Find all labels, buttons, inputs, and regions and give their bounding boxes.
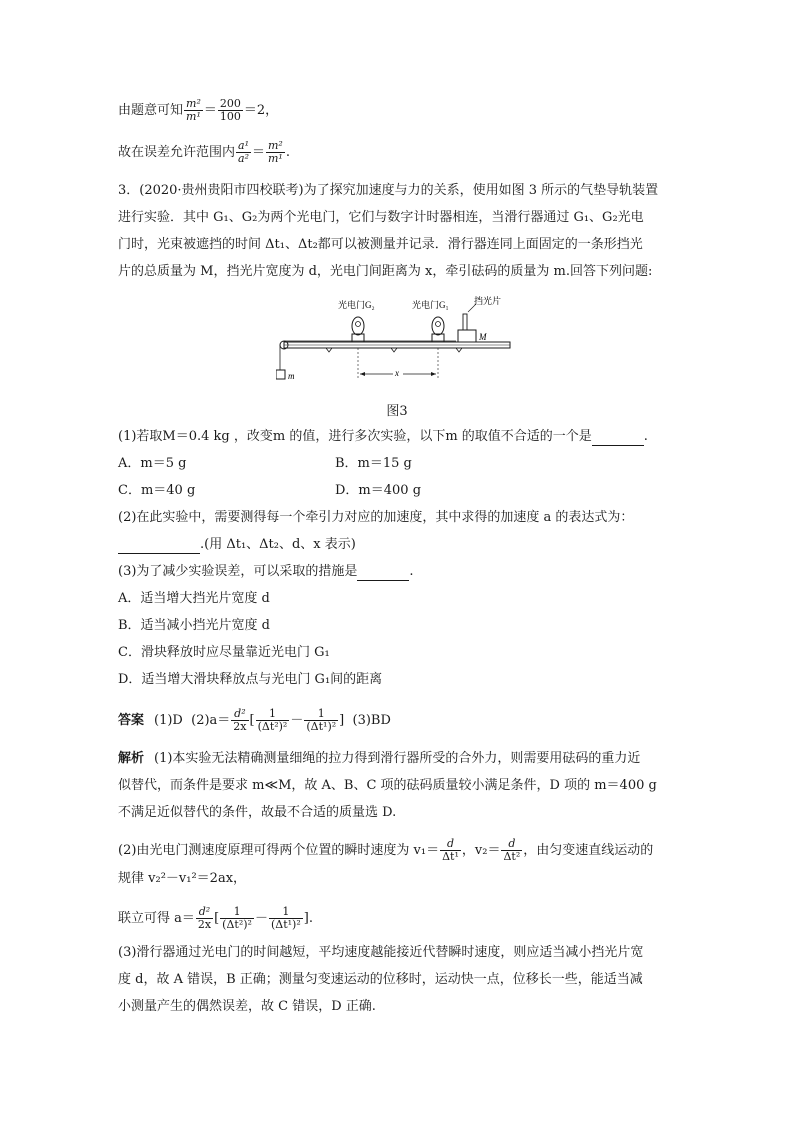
intro-line-1 [118,98,278,123]
part2-answer-line [118,536,356,554]
answer-blank[interactable] [592,432,644,446]
analysis-part2-line-1: (2)由光电门测速度原理可得两个位置的瞬时速度为 v₁＝ $\frac{d}{\text{Δt¹}}$ ，v₂＝ $\frac{d}{\text{Δt²}}$ ，由匀变速直线运动的 [118,837,654,863]
label-shade: 挡光片 [474,296,502,306]
label-g2: 光电门G₂ [338,300,375,310]
answer-p3: (3)BD [352,713,391,728]
label-x: x [395,368,399,378]
option-d: D．m＝400 g [335,483,422,498]
part3-question [118,563,414,581]
part1-question [118,428,648,446]
question-line-2: 进行实验．其中 G₁、G₂为两个光电门，它们与数字计时器相连，当滑行器通过 G₁、G₂光电 [118,210,644,225]
fraction: $\frac{\text{m²}}{\text{m¹}}$ [268,139,283,165]
intro-text: 故在误差允许范围内 [118,145,236,160]
analysis-line-1 [118,750,640,768]
analysis-line-2: 似替代，而条件是要求 m≪M，故 A、B、C 项的砝码质量较小满足条件，D 项的 m＝400 g [118,778,657,793]
fraction: $\frac{200}{100}$ [219,97,241,123]
glider [458,330,476,342]
analysis-line-3: 不满足近似替代的条件，故最不合适的质量选 D. [118,805,397,820]
option-a: A．m＝5 g [118,456,187,471]
part3-option-c: C．滑块释放时应尽量靠近光电门 G₁ [118,645,330,660]
fraction: $\frac{1}{\text{(Δt¹)²}}$ [270,905,301,931]
label-g1: 光电门G₁ [412,300,449,310]
answer-p2: (2)a＝ [191,713,231,728]
part3-option-d: D．适当增大滑块释放点与光电门 G₁间的距离 [118,672,383,687]
label-m: m [288,371,295,381]
answer-label: 答案 [118,713,145,728]
hanging-mass [276,370,285,379]
answer-line: 答案 (1)D (2)a＝ $\frac{\text{d²}}{2x}$ [ $\frac{1}{\text{(Δt²)²}}$ － $\frac{1}{\text{(Δt¹)²}}$ ] (3)BD [118,707,391,733]
equals: ＝ [203,103,217,118]
fraction: $\frac{1}{\text{(Δt²)²}}$ [222,905,252,931]
fraction: $\frac{d}{\text{Δt²}}$ [503,837,521,863]
analysis-part3-line-1: (3)滑行器通过光电门的时间越短，平均速度越能接近代替瞬时速度，则应适当减小挡光片宽 [118,945,644,960]
question-line-3: 门时，光束被遮挡的时间 Δt₁、Δt₂都可以被测量并记录．滑行器连同上面固定的一条形挡光 [118,237,643,252]
analysis-part2-line-3: 联立可得 a＝ $\frac{\text{d²}}{2x}$ [ $\frac{1}{\text{(Δt²)²}}$ － $\frac{1}{\text{(Δt¹)²}}$ ]. [118,905,313,931]
fraction: $\frac{\text{m²}}{\text{m¹}}$ [186,97,201,123]
part3-text: (3)为了减少实验误差，可以采取的措施是 [118,564,358,579]
air-track-figure [276,296,526,386]
label-M: M [479,332,487,342]
analysis-text: 联立可得 a＝ [118,911,195,926]
analysis-text: (2)由光电门测速度原理可得两个位置的瞬时速度为 v₁＝ [118,843,440,858]
analysis-label: 解析 [118,751,145,766]
fraction: $\frac{d}{\text{Δt¹}}$ [442,837,459,863]
option-b: B．m＝15 g [335,456,412,471]
shading-strip [463,314,467,330]
analysis-text: (1)本实验无法精确测量细绳的拉力得到滑行器所受的合外力，则需要用砝码的重力近 [154,751,641,766]
intro-text: 由题意可知 [118,103,184,118]
fraction: $\frac{1}{\text{(Δt²)²}}$ [257,707,288,733]
answer-blank[interactable] [357,567,409,581]
answer-blank[interactable] [118,540,200,554]
intro-line-2 [118,140,290,165]
analysis-part3-line-3: 小测量产生的偶然误差，故 C 错误，D 正确. [118,999,376,1014]
part3-end: . [409,564,414,579]
intro-text: . [285,145,290,160]
question-line-1: 3．(2020·贵州贵阳市四校联考)为了探究加速度与力的关系，使用如图 3 所示的气垫导轨装置 [118,183,659,198]
intro-text: ＝2， [243,103,279,118]
option-c: C．m＝40 g [118,483,196,498]
part3-option-b: B．适当减小挡光片宽度 d [118,618,271,633]
part2-question: (2)在此实验中，需要测得每一个牵引力对应的加速度，其中求得的加速度 a 的表达式为： [118,510,634,525]
part2-end: .(用 Δt₁、Δt₂、d、x 表示) [200,537,356,552]
analysis-part3-line-2: 度 d，故 A 错误，B 正确；测量匀变速运动的位移时，运动快一点，位移长一些，能适当减 [118,972,643,987]
part3-option-a: A．适当增大挡光片宽度 d [118,591,270,606]
figure-caption: 图3 [386,404,408,419]
part1-end: . [643,429,648,444]
fraction: $\frac{\text{a¹}}{\text{a²}}$ [238,139,249,165]
fraction: $\frac{\text{d²}}{2x}$ [233,707,247,733]
fraction: $\frac{1}{\text{(Δt¹)²}}$ [306,707,337,733]
analysis-part2-line-2: 规律 v₂²－v₁²＝2ax， [118,871,247,886]
answer-p1: (1)D [154,713,183,728]
equals: ＝ [251,145,265,160]
fraction: $\frac{\text{d²}}{2x}$ [197,905,212,931]
part1-text: (1)若取M＝0.4 kg ，改变m 的值，进行多次实验，以下m 的取值不合适的一个是 [118,429,592,444]
question-line-4: 片的总质量为 M，挡光片宽度为 d，光电门间距离为 x，牵引砝码的质量为 m.回答下列问题: [118,264,653,279]
